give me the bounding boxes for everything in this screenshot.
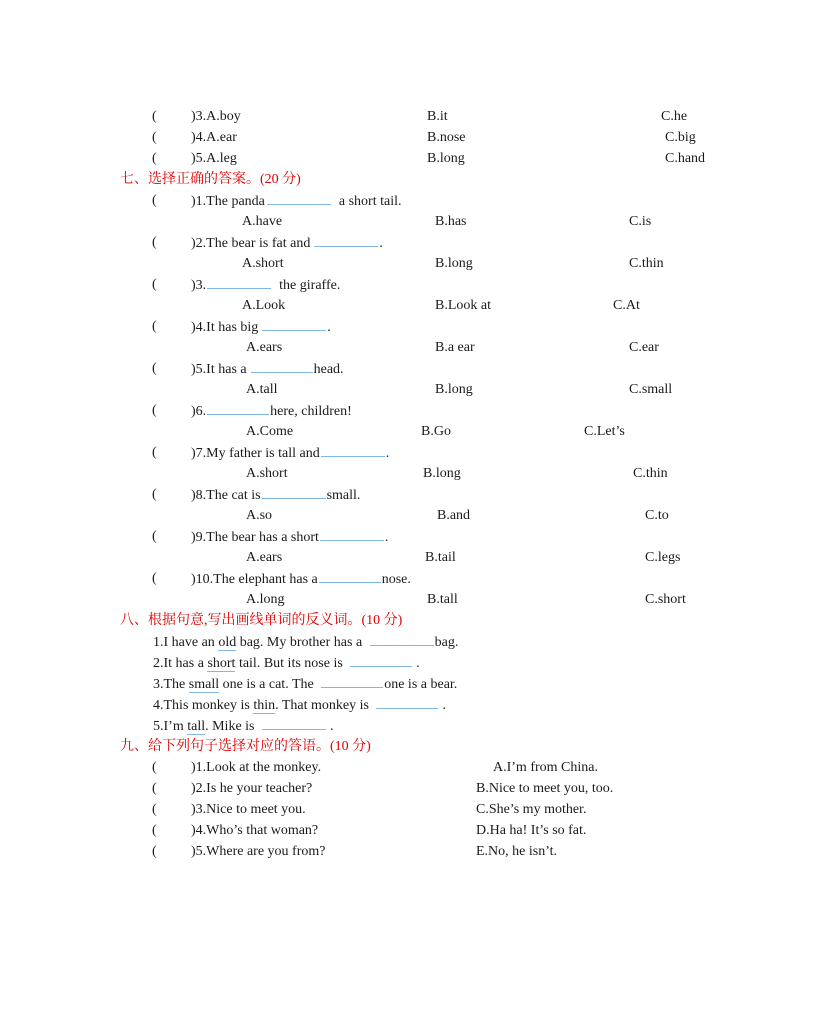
option-c: C.Let’s: [584, 424, 625, 439]
option-a: A.have: [242, 214, 283, 229]
answer-blank[interactable]: [314, 232, 378, 247]
question-8: )8.The cat is small.: [191, 484, 360, 505]
antonym-item-5: 5.I’m tall. Mike is .: [153, 715, 334, 736]
match-question: )5.Where are you from?: [191, 844, 326, 859]
answer-blank[interactable]: [320, 526, 384, 541]
option-a: A.ears: [246, 340, 283, 355]
option-a: A.ears: [246, 550, 283, 565]
option-b: B.long: [423, 466, 461, 481]
option-b: B.a ear: [435, 340, 475, 355]
section-8-heading: 八、根据句意,写出画线单词的反义词。(10 分): [120, 613, 403, 628]
option-b: B.long: [427, 151, 465, 166]
question-2: )2.The bear is fat and .: [191, 232, 383, 253]
underlined-word: small: [188, 677, 220, 692]
paren-open: (: [152, 130, 157, 145]
answer-blank[interactable]: [321, 442, 385, 457]
match-answer: D.Ha ha! It’s so fat.: [476, 823, 587, 838]
option-a: A.tall: [246, 382, 278, 397]
answer-blank[interactable]: [376, 694, 438, 709]
paren-open: (: [152, 235, 157, 250]
paren-open: (: [152, 445, 157, 460]
option-b: B.tall: [427, 592, 458, 607]
question-7: )7.My father is tall and .: [191, 442, 389, 463]
antonym-item-3: 3.The small one is a cat. The one is a bear.: [153, 673, 457, 694]
paren-open: (: [152, 151, 157, 166]
underlined-word: tall: [187, 719, 206, 734]
option-b: B.long: [435, 256, 473, 271]
paren-open: (: [152, 844, 157, 859]
antonym-item-1: 1.I have an old bag. My brother has a bag.: [153, 631, 458, 652]
paren-open: (: [152, 109, 157, 124]
answer-blank[interactable]: [262, 484, 326, 499]
option-b: B.has: [435, 214, 467, 229]
question-5: )5.It has a head.: [191, 358, 344, 379]
option-b: B.Look at: [435, 298, 491, 313]
mc-question: )5.A.leg: [191, 151, 237, 166]
paren-open: (: [152, 487, 157, 502]
answer-blank[interactable]: [319, 568, 381, 583]
option-c: C.he: [661, 109, 688, 124]
option-b: B.and: [437, 508, 471, 523]
question-1: )1.The panda a short tail.: [191, 190, 401, 211]
question-9: )9.The bear has a short .: [191, 526, 388, 547]
match-question: )1.Look at the monkey.: [191, 760, 322, 775]
answer-blank[interactable]: [207, 274, 271, 289]
answer-blank[interactable]: [251, 358, 313, 373]
mc-question: )3.A.boy: [191, 109, 241, 124]
match-question: )2.Is he your teacher?: [191, 781, 313, 796]
option-c: C.thin: [629, 256, 664, 271]
question-6: )6. here, children!: [191, 400, 352, 421]
option-c: C.big: [665, 130, 696, 145]
option-c: C.is: [629, 214, 652, 229]
option-b: B.long: [435, 382, 473, 397]
match-answer: E.No, he isn’t.: [476, 844, 558, 859]
paren-open: (: [152, 193, 157, 208]
match-question: )3.Nice to meet you.: [191, 802, 306, 817]
answer-blank[interactable]: [262, 316, 326, 331]
match-answer: A.I’m from China.: [493, 760, 598, 775]
antonym-item-2: 2.It has a short tail. But its nose is .: [153, 652, 420, 673]
match-question: )4.Who’s that woman?: [191, 823, 319, 838]
option-a: A.Look: [242, 298, 286, 313]
option-c: C.small: [629, 382, 673, 397]
option-b: B.Go: [421, 424, 451, 439]
option-b: B.nose: [427, 130, 466, 145]
paren-open: (: [152, 403, 157, 418]
option-b: B.it: [427, 109, 448, 124]
option-c: C.short: [645, 592, 686, 607]
section-7-heading: 七、选择正确的答案。(20 分): [120, 172, 301, 187]
option-c: C.legs: [645, 550, 681, 565]
option-c: C.to: [645, 508, 669, 523]
antonym-item-4: 4.This monkey is thin. That monkey is .: [153, 694, 446, 715]
question-10: )10.The elephant has a nose.: [191, 568, 411, 589]
answer-blank[interactable]: [207, 400, 269, 415]
option-a: A.long: [246, 592, 285, 607]
paren-open: (: [152, 361, 157, 376]
question-4: )4.It has big .: [191, 316, 331, 337]
underlined-word: short: [207, 656, 236, 671]
match-answer: B.Nice to meet you, too.: [476, 781, 614, 796]
answer-blank[interactable]: [321, 673, 383, 688]
option-c: C.ear: [629, 340, 659, 355]
paren-open: (: [152, 277, 157, 292]
option-c: C.hand: [665, 151, 706, 166]
match-answer: C.She’s my mother.: [476, 802, 587, 817]
underlined-word: old: [218, 635, 237, 650]
paren-open: (: [152, 802, 157, 817]
underlined-word: thin: [253, 698, 276, 713]
option-a: A.Come: [246, 424, 294, 439]
paren-open: (: [152, 319, 157, 334]
option-b: B.tail: [425, 550, 456, 565]
paren-open: (: [152, 571, 157, 586]
question-3: )3. the giraffe.: [191, 274, 340, 295]
paren-open: (: [152, 529, 157, 544]
option-c: C.At: [613, 298, 640, 313]
answer-blank[interactable]: [350, 652, 412, 667]
option-a: A.short: [242, 256, 284, 271]
answer-blank[interactable]: [370, 631, 434, 646]
option-a: A.so: [246, 508, 273, 523]
paren-open: (: [152, 760, 157, 775]
paren-open: (: [152, 823, 157, 838]
mc-question: )4.A.ear: [191, 130, 237, 145]
paren-open: (: [152, 781, 157, 796]
answer-blank[interactable]: [262, 715, 326, 730]
option-a: A.short: [246, 466, 288, 481]
option-c: C.thin: [633, 466, 668, 481]
section-9-heading: 九、给下列句子选择对应的答语。(10 分): [120, 739, 371, 754]
answer-blank[interactable]: [267, 190, 331, 205]
